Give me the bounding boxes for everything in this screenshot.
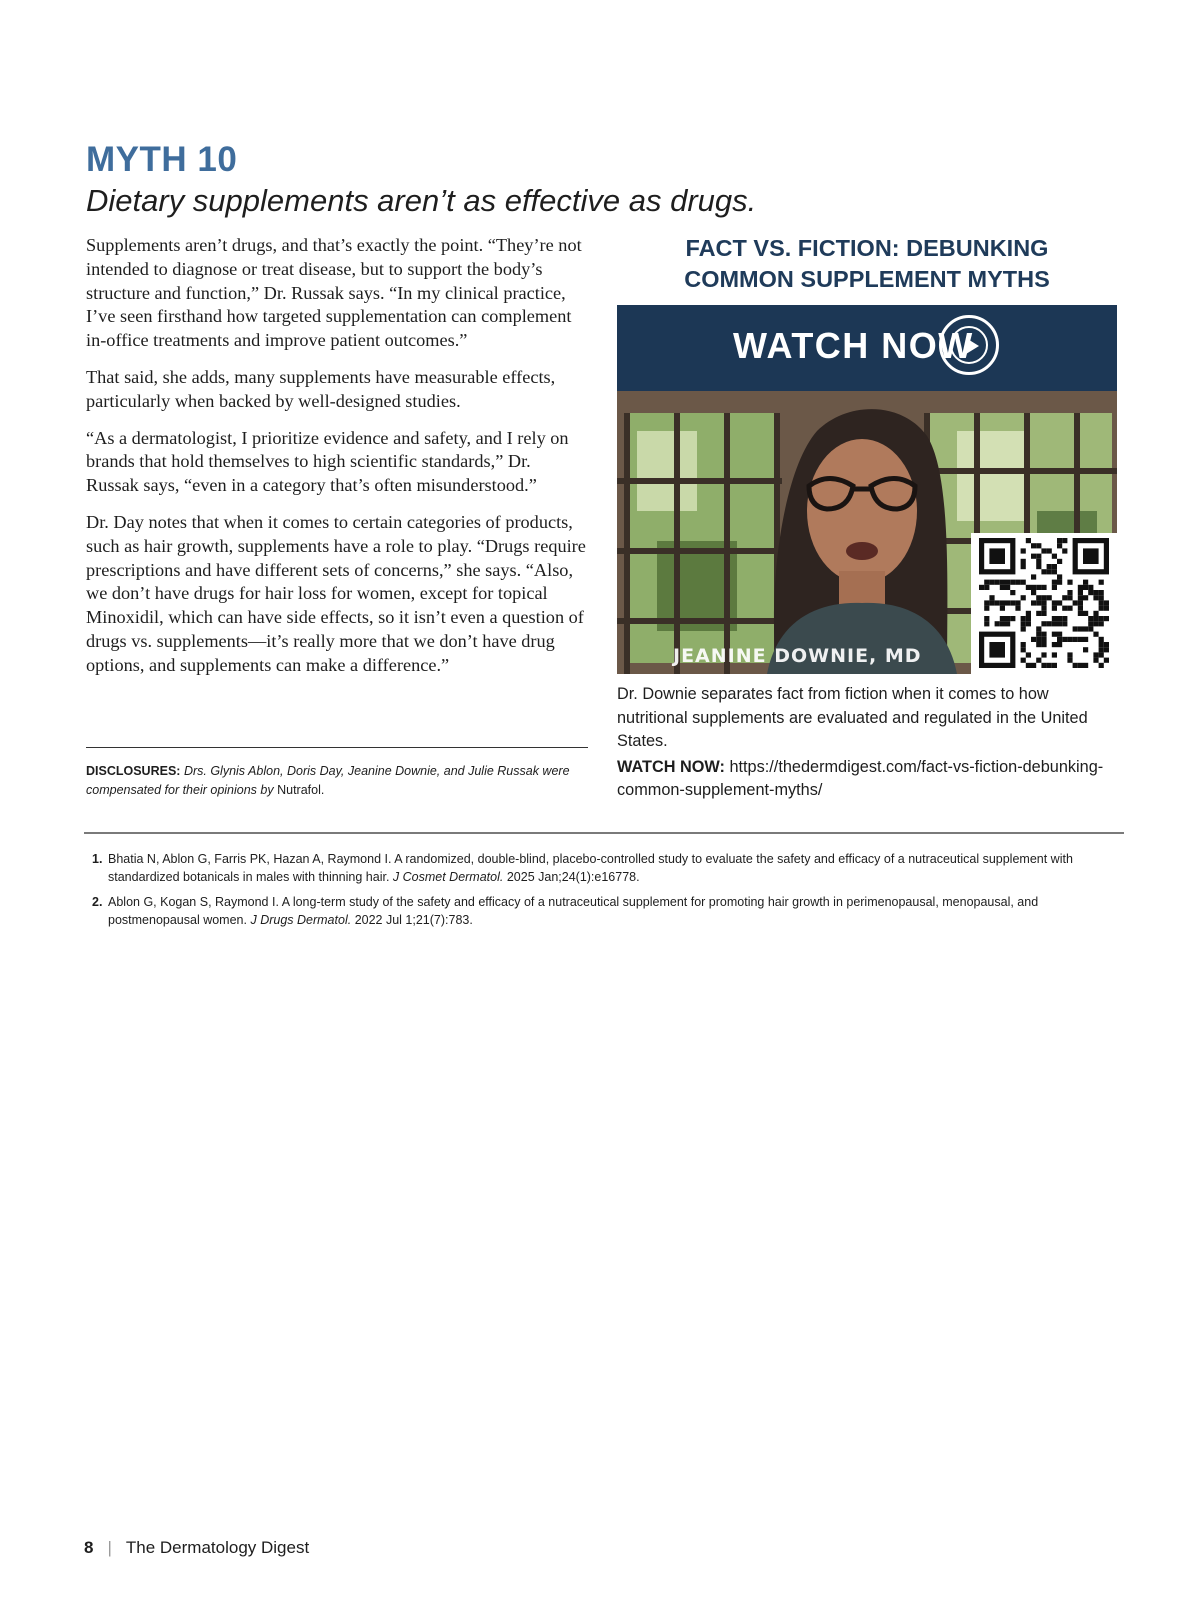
reference-number: 1.	[92, 852, 103, 866]
paragraph: “As a dermatologist, I prioritize evidence and safety, and I rely on brands that hold themselves to high scientific standards,” Dr. Russak says, “even in a category that’s often misunderstood.”	[86, 427, 569, 496]
footer-separator: |	[107, 1538, 112, 1557]
article-body	[86, 234, 586, 691]
reference-number: 2.	[92, 895, 103, 909]
reference-item	[86, 893, 1116, 929]
disclosures-text: Drs. Glynis Ablon, Doris Day, Jeanine Downie, and Julie Russak were compensated for their opinions by	[86, 764, 570, 797]
reference-item	[86, 850, 1116, 886]
disclosures-label: DISCLOSURES:	[86, 764, 181, 778]
paragraph: Dr. Day notes that when it comes to certain categories of products, such as hair growth, supplements have a role to play. “Drugs require prescriptions and have different sets of concerns,” she says. “Also, we don’t have drugs for hair loss for women, except for topical Minoxidil, which can have side effects, so it isn’t even a question of drugs vs. supplements—it’s really more that we don’t have drug options, and supplements can make a difference.”	[86, 511, 586, 675]
video-heading-line: COMMON SUPPLEMENT MYTHS	[684, 266, 1050, 292]
watch-now-link-label: WATCH NOW:	[617, 757, 725, 776]
publication-name: The Dermatology Digest	[125, 1538, 310, 1557]
reference-text: Ablon G, Kogan S, Raymond I. A long-term study of the safety and efficacy of a nutraceutical supplement for promoting hair growth in perimenopausal, menopausal, and postmenopausal women.	[108, 895, 1039, 927]
paragraph: Supplements aren’t drugs, and that’s exactly the point. “They’re not intended to diagnose or treat disease, but to support the body’s structure and function,” Dr. Russak says. “In my clinical practice, I’ve seen firsthand how targeted supplementation can complement in-office treatments and improve patient outcomes.”	[86, 235, 582, 351]
references-divider	[84, 832, 1124, 834]
watch-now-label: WATCH NOW	[733, 325, 974, 366]
reference-journal: J Cosmet Dermatol.	[392, 870, 504, 884]
video-url-link[interactable]: https://thedermdigest.com/fact-vs-fiction-debunking-common-supplement-myths/	[617, 757, 1104, 799]
reference-journal: J Drugs Dermatol.	[250, 913, 352, 927]
speaker-name-tag: JEANINE DOWNIE, MD	[673, 645, 922, 667]
divider	[86, 747, 588, 748]
page-number: 8	[84, 1538, 94, 1557]
play-icon-ring	[950, 326, 988, 364]
video-caption-text: Dr. Downie separates fact from fiction when it comes to how nutritional supplements are evaluated and regulated in the United States.	[617, 685, 1088, 750]
play-icon[interactable]	[939, 315, 999, 375]
watch-now-line	[617, 756, 1117, 803]
reference-date: 2022 Jul 1;21(7):783.	[354, 913, 473, 927]
video-heading	[617, 233, 1117, 295]
watch-now-button[interactable]	[617, 305, 1117, 391]
myth-title: Dietary supplements aren’t as effective as drugs.	[86, 183, 757, 218]
video-thumbnail[interactable]	[617, 391, 1117, 674]
disclosures-brand: Nutrafol.	[277, 783, 325, 797]
page-footer	[84, 1537, 309, 1559]
qr-code[interactable]	[971, 533, 1117, 674]
references-list	[86, 850, 1116, 936]
play-triangle	[966, 338, 979, 354]
reference-date: 2025 Jan;24(1):e16778.	[506, 870, 640, 884]
paragraph: That said, she adds, many supplements have measurable effects, particularly when backed by well-designed studies.	[86, 366, 556, 411]
disclosures	[86, 762, 586, 800]
qr-code-pattern	[971, 533, 1117, 674]
reference-text: Bhatia N, Ablon G, Farris PK, Hazan A, Raymond I. A randomized, double-blind, placebo-controlled study to evaluate the safety and efficacy of a nutraceutical supplement with standardized botanicals in males with thinning hair.	[108, 852, 1073, 884]
myth-label: MYTH 10	[86, 140, 238, 179]
video-caption	[617, 683, 1117, 803]
video-heading-line: FACT VS. FICTION: DEBUNKING	[685, 235, 1049, 261]
